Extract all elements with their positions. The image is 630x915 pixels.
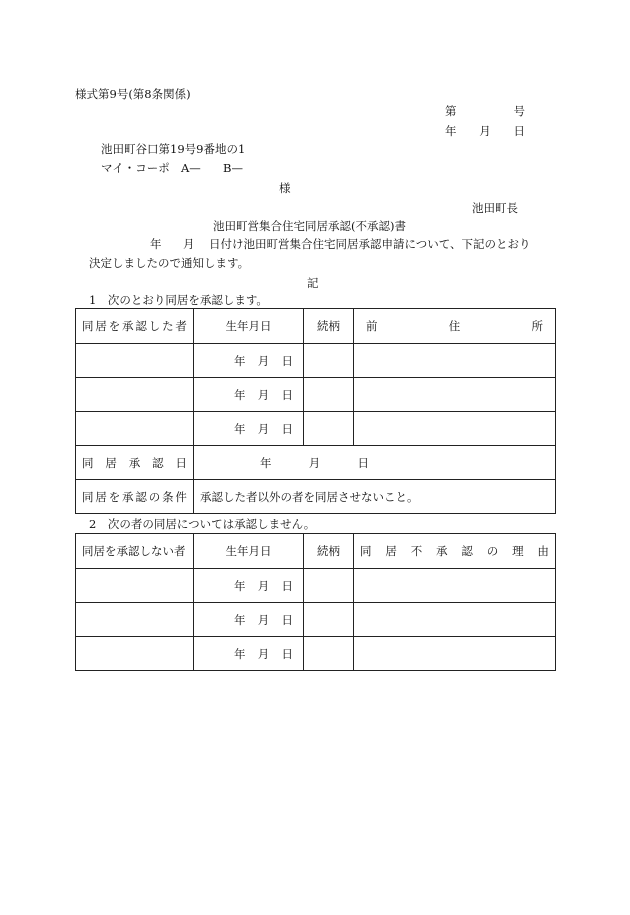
approved-name-cell[interactable] (76, 344, 194, 378)
header-previous-address: 前 住 所 (354, 309, 556, 344)
table-row (76, 603, 556, 637)
rejection-table (75, 533, 556, 671)
header-rejected-person: 同居を承認しない者 (76, 534, 194, 569)
sender-name: 池田町長 (472, 201, 518, 215)
reason-cell[interactable] (354, 603, 556, 637)
issue-date-line (445, 124, 525, 138)
relation-cell[interactable] (304, 569, 354, 603)
number-suffix: 号 (513, 104, 525, 118)
address-cell[interactable] (354, 412, 556, 446)
approved-name-cell[interactable] (76, 412, 194, 446)
relation-cell[interactable] (304, 603, 354, 637)
recipient-address: 池田町谷口第19号9番地の1 (101, 142, 246, 156)
relation-cell[interactable] (304, 378, 354, 412)
approval-condition-value: 承認した者以外の者を同居させないこと。 (194, 480, 556, 514)
relation-cell[interactable] (304, 344, 354, 378)
relation-cell[interactable] (304, 637, 354, 671)
recipient-honorific: 様 (279, 181, 291, 195)
dob-cell: 年 月 日 (194, 344, 304, 378)
dob-cell: 年 月 日 (194, 412, 304, 446)
header-relation: 続柄 (304, 534, 354, 569)
table-row (76, 378, 556, 412)
body-text-rest: 日付け池田町営集合住宅同居承認申請について、下記のとおり (209, 237, 531, 251)
table-row (76, 344, 556, 378)
dob-cell: 年 月 日 (194, 569, 304, 603)
rejected-name-cell[interactable] (76, 603, 194, 637)
body-line-1 (150, 237, 531, 251)
header-relation: 続柄 (304, 309, 354, 344)
form-number: 様式第9号(第8条関係) (75, 87, 191, 101)
table-row (76, 637, 556, 671)
dob-cell: 年 月 日 (194, 637, 304, 671)
rejected-name-cell[interactable] (76, 637, 194, 671)
body-month-label: 月 (183, 237, 195, 251)
recipient-building-line (101, 161, 246, 175)
issue-year-label: 年 (445, 124, 457, 138)
rejection-header-row (76, 534, 556, 569)
header-rejection-reason: 同 居 不 承 認 の 理 由 (354, 534, 556, 569)
section1-heading: 1 次のとおり同居を承認します。 (89, 293, 268, 307)
approval-table (75, 308, 556, 514)
reason-cell[interactable] (354, 569, 556, 603)
table-row (76, 412, 556, 446)
dob-cell: 年 月 日 (194, 603, 304, 637)
number-prefix: 第 (445, 104, 457, 118)
dob-cell: 年 月 日 (194, 378, 304, 412)
body-year-label: 年 (150, 237, 162, 251)
table-row (76, 569, 556, 603)
approval-date-label: 同 居 承 認 日 (76, 446, 194, 480)
body-line-2: 決定しましたので通知します。 (89, 256, 250, 270)
issue-day-label: 日 (513, 124, 525, 138)
issue-month-label: 月 (479, 124, 491, 138)
unit-b: B— (223, 161, 243, 175)
approval-date-row (76, 446, 556, 480)
reason-cell[interactable] (354, 637, 556, 671)
relation-cell[interactable] (304, 412, 354, 446)
address-cell[interactable] (354, 378, 556, 412)
header-approved-person: 同 居 を 承 認 し た 者 (76, 309, 194, 344)
section2-heading: 2 次の者の同居については承認しません。 (89, 517, 316, 531)
recipient-building: マイ・コーポ (101, 161, 170, 175)
header-dob: 生年月日 (194, 534, 304, 569)
approval-date-value: 年 月 日 (194, 446, 556, 480)
document-title: 池田町営集合住宅同居承認(不承認)書 (213, 219, 406, 233)
ki-marker: 記 (307, 276, 319, 290)
document-number-line (445, 104, 525, 118)
address-cell[interactable] (354, 344, 556, 378)
approval-condition-label: 同 居 を 承 認 の 条 件 (76, 480, 194, 514)
header-dob: 生年月日 (194, 309, 304, 344)
approval-header-row (76, 309, 556, 344)
approval-condition-row (76, 480, 556, 514)
approved-name-cell[interactable] (76, 378, 194, 412)
unit-a: A— (181, 161, 201, 175)
rejected-name-cell[interactable] (76, 569, 194, 603)
